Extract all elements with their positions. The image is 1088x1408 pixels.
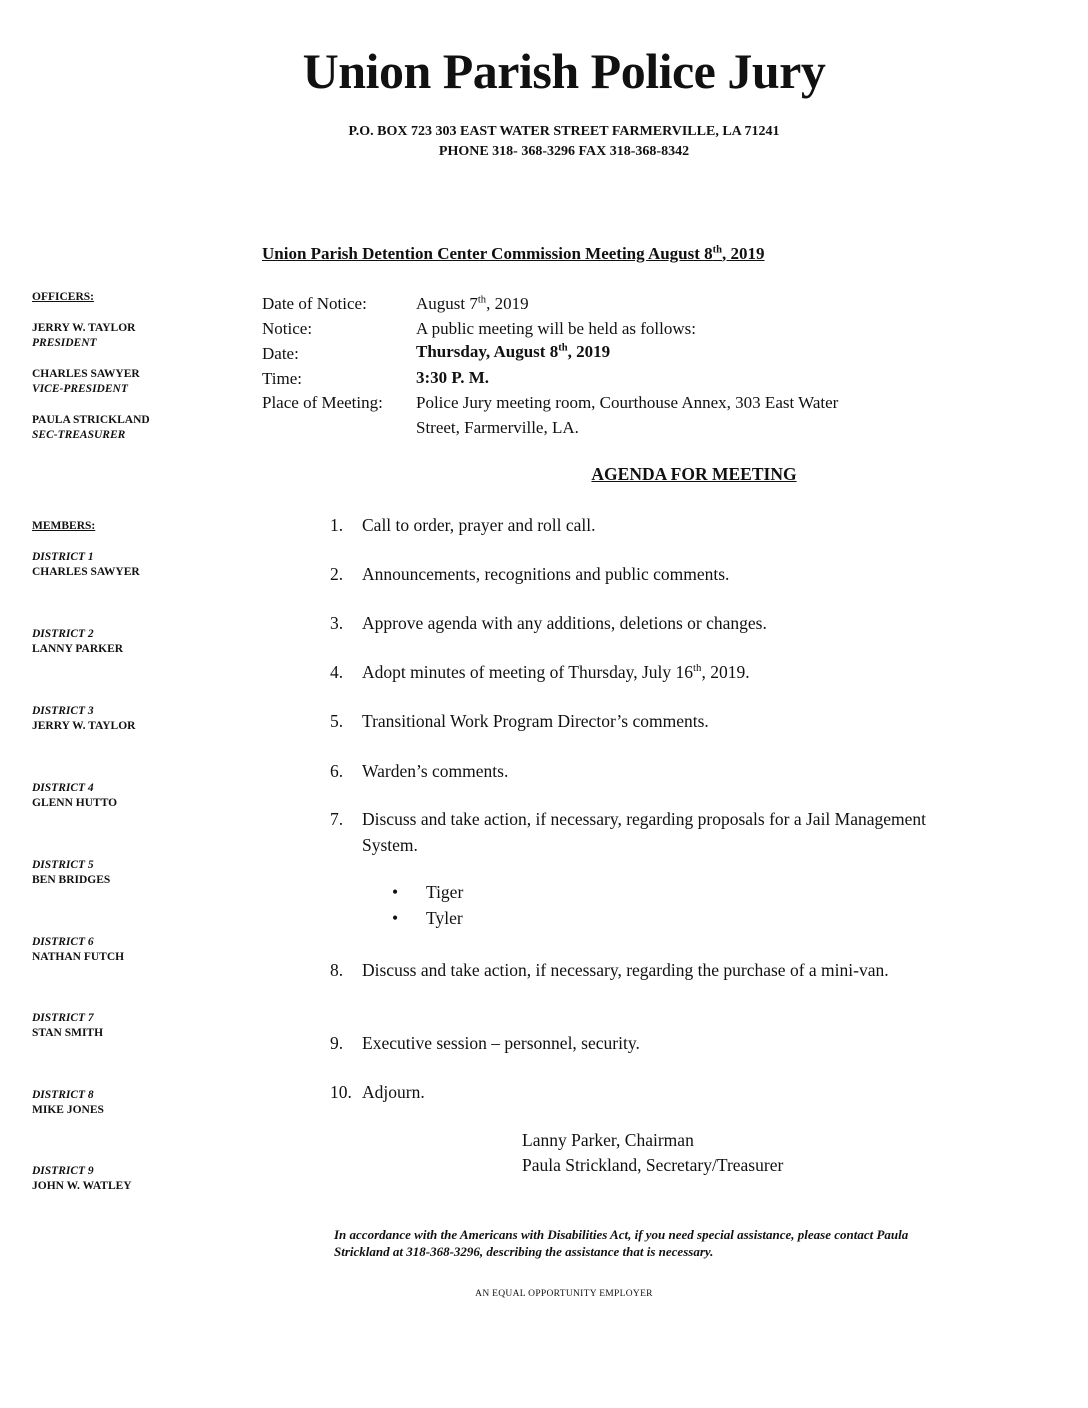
member-district-7: DISTRICT 7 STAN SMITH [32, 1012, 104, 1039]
agenda-item-6: 6. Warden’s comments. [330, 761, 509, 781]
member-district-9: DISTRICT 9 JOHN W. WATLEY [32, 1165, 132, 1192]
member-district-5: DISTRICT 5 BEN BRIDGES [32, 859, 111, 886]
place-value-line2: Street, Farmerville, LA. [416, 418, 579, 437]
phone-line: PHONE 318- 368-3296 FAX 318-368-8342 [438, 144, 690, 159]
date-of-notice-value: August 7th, 2019 [416, 294, 529, 313]
agenda-item-9: 9. Executive session – personnel, security. [330, 1033, 640, 1053]
notice-value: A public meeting will be held as follows: [416, 319, 696, 338]
agenda-item-3: 3. Approve agenda with any additions, deletions or changes. [330, 613, 767, 633]
signature-secretary: Paula Strickland, Secretary/Treasurer [522, 1155, 784, 1175]
agenda-item-5: 5. Transitional Work Program Director’s comments. [330, 711, 709, 731]
place-value-line1: Police Jury meeting room, Courthouse Annex, 303 East Water [416, 393, 839, 412]
equal-opportunity-line: AN EQUAL OPPORTUNITY EMPLOYER [475, 1289, 653, 1299]
date-of-notice-label: Date of Notice: [262, 294, 367, 313]
notice-label: Notice: [262, 319, 313, 338]
time-label: Time: [262, 369, 303, 388]
member-district-3: DISTRICT 3 JERRY W. TAYLOR [32, 705, 136, 732]
address-line: P.O. BOX 723 303 EAST WATER STREET FARMERVILLE, LA 71241 [348, 124, 780, 139]
bullet-icon: • [392, 882, 399, 902]
place-label: Place of Meeting: [262, 393, 383, 412]
agenda-item-10: 10. Adjourn. [330, 1082, 425, 1102]
officer-vice-president: CHARLES SAWYER VICE-PRESIDENT [32, 368, 140, 395]
officer-president: JERRY W. TAYLOR PRESIDENT [32, 322, 136, 349]
agenda-item-4: 4. Adopt minutes of meeting of Thursday, July 16th, 2019. [330, 662, 750, 682]
signature-chairman: Lanny Parker, Chairman [522, 1130, 694, 1150]
member-district-1: DISTRICT 1 CHARLES SAWYER [32, 551, 140, 578]
org-title: Union Parish Police Jury [302, 43, 826, 99]
agenda-item-1: 1. Call to order, prayer and roll call. [330, 515, 596, 535]
agenda-item-8: 8. Discuss and take action, if necessary, regarding the purchase of a mini-van. [330, 960, 889, 980]
date-label: Date: [262, 344, 299, 363]
officers-heading: OFFICERS: [32, 291, 94, 303]
member-district-2: DISTRICT 2 LANNY PARKER [32, 628, 124, 655]
agenda-item-2: 2. Announcements, recognitions and public comments. [330, 564, 730, 584]
member-district-6: DISTRICT 6 NATHAN FUTCH [32, 936, 125, 963]
agenda-heading: AGENDA FOR MEETING [591, 464, 797, 484]
ada-notice: In accordance with the Americans with Disabilities Act, if you need special assistance, please contact Paula Strickland at 318-368-3296, describing the assistance that is necessary. [334, 1227, 909, 1259]
date-value: Thursday, August 8th, 2019 [416, 342, 611, 361]
bullet-item-tiger: • Tiger [392, 882, 464, 902]
members-heading: MEMBERS: [32, 520, 96, 532]
member-district-4: DISTRICT 4 GLENN HUTTO [32, 782, 118, 809]
bullet-icon: • [392, 908, 399, 928]
officer-sec-treasurer: PAULA STRICKLAND SEC-TREASURER [32, 414, 150, 441]
time-value: 3:30 P. M. [416, 368, 490, 387]
agenda-item-7: 7. Discuss and take action, if necessary, regarding proposals for a Jail Management System. [330, 809, 927, 855]
member-district-8: DISTRICT 8 MIKE JONES [32, 1089, 104, 1116]
bullet-item-tyler: • Tyler [392, 908, 463, 928]
meeting-title: Union Parish Detention Center Commission Meeting August 8th, 2019 [262, 244, 765, 263]
